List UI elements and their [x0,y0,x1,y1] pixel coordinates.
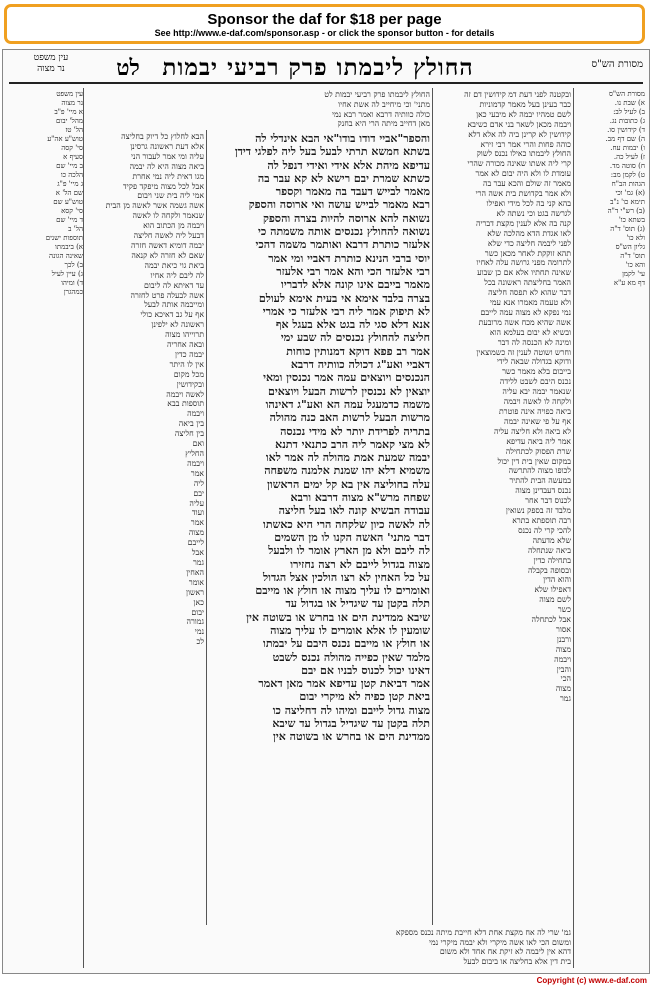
text-line: במקום שאין בית דין יכול [497,456,571,466]
text-line: שם הל' א [55,189,83,197]
text-line: מאן דחייב מיתה הרי היא בחנק [337,119,430,129]
text-line: בתחילה כדין [533,555,571,565]
text-line: ג) כתובות נג. [609,117,645,125]
text-line: עד דאיתא לה ליבום [144,280,204,290]
text-line: מצוה [555,684,571,694]
rashi-column [435,90,571,925]
text-line: אמי ליה בית שני ויבום [137,191,204,201]
text-line: תרוייהו מצוה [165,330,204,340]
text-line: אשה גשמה אשר לאשה מן הבית [105,201,204,211]
sponsor-subtitle[interactable]: See http://www.e-daf.com/sponsor.asp - or click the sponsor button - for details [154,28,495,38]
text-line: ובקידושין [176,379,204,389]
text-line: כשר [557,605,571,615]
text-line: עי' לקמן [622,270,645,278]
text-line: דבר שהוא לא תפסה חליצה [488,288,571,298]
text-line: מאמר בייבם אינו קונה אלא לדבריו [281,278,430,292]
text-line: אמר דביאת קטן עדיפא אמר מאן דאמר [258,677,430,691]
text-line: ביאת קטן כפיה לא מיקרי יבום [299,690,430,704]
text-line: ומייבמה אותה לבעל [144,300,204,310]
text-line: אמר [190,468,204,478]
text-line: ז) לעיל כה. [613,153,645,161]
text-line: קרי ליה אשתו שאינה מכורה שהרי [467,159,571,169]
header-divider [9,82,643,84]
text-line: סי' קסה [61,144,83,152]
text-line: מאמר זה שולם והכא עבר בה [482,179,571,189]
text-line: שלא מדעתה [532,535,571,545]
text-line: כמהגרן [63,288,83,296]
text-line: יבם [193,488,204,498]
text-line: כבר בעינן בעל מאמר קדמוניות [479,99,571,109]
text-line: גמ' שרי לה אח מקצת אחת דלא חייבת מיתה נכנס מספקא [395,928,571,937]
text-line: תהא זוקקת לאחר מכאן כשר [484,248,571,258]
text-line: לכנוס דבר אחר [525,496,571,506]
text-line: עדיפא מיהת אלא אידי ואידי דנפל לה [267,158,430,172]
text-line: דבר מתני' האשה הקנו לו מן השמים [274,530,430,544]
text-line: הל' טז [65,126,83,134]
text-line: כוהה פחות והרי אמר רבי זירא [480,139,571,149]
text-line: טוש"ע אה"ע [47,135,83,143]
text-line: שומעין לו אלא אומרים לו עליך מצוה [270,623,430,637]
text-line: אבל לכל מצוה מיפקד פקיד [122,181,204,191]
column-divider [573,88,574,968]
text-line: ג) עיין לעיל [51,270,83,278]
text-line: רבי אלעזר הכי והא אמר רבי אלעזר [276,264,430,278]
text-line: שרת הפסוק לכתחילה [505,446,571,456]
text-line: גמר [192,557,204,567]
text-line: מלבד זה בספק נשואין [505,506,571,516]
text-line: ודוקא בגדולה שבאה לידי [496,357,571,367]
text-line: מצוה [188,528,204,538]
text-line: והא כו' [625,261,645,269]
text-line: לאו אגדת הדא מהלכה שלא [487,228,571,238]
text-line: שאינה הגונה [49,252,83,260]
text-line: ביאה שנתחלה [527,545,571,555]
text-line: ובקטנה לפני דעת דמ קידושין דם זה [464,90,571,99]
text-line: אמר ליה ביאה עדיפא [506,436,571,446]
text-line: ומינה לא הכנסה לה דבר [497,337,571,347]
text-line: או חולץ או מייבם נכנס היבם על יבמתו [263,637,430,651]
text-line: והוא הדין [543,575,571,585]
header-ein-mishpat [11,53,91,81]
text-line: לה ליבם ליה אחיו [150,270,204,280]
text-line: ה) שם דף מב. [605,135,645,143]
header-left-line: עין משפט [33,53,69,63]
text-line: עלה בחוליצה אין בא קל ימים הראשון [267,477,430,491]
text-line: ובאה אחריה [166,340,204,350]
text-line: בית דין אלא בחליצה או ביבום לבעל [463,956,571,966]
text-line: תלה בקטן עד שיגדיל או בגדול עד [285,597,430,611]
text-line: תוספות בבא [167,399,204,409]
text-line: ו) יבמות עח. [610,144,645,152]
header-masoret: מסורת הש"ס [591,59,643,70]
text-line: לפני ליבמה חליצה כדי שלא [487,238,571,248]
talmud-page [2,49,650,974]
column-divider [206,130,207,925]
text-line: אלא דעת ראשונה גרסינן [130,141,204,151]
text-line: לאשה ויבמה [166,389,204,399]
text-line: גמורה [186,617,204,627]
text-line: תימא כו' נ"ב [610,198,645,206]
text-line: מסורת הש"ס [608,90,645,98]
text-line: אמר רב פפא דוקא דמנותין כוחות [286,344,430,358]
text-line: תוספות ישנים [45,234,83,242]
text-line: ראשון [185,587,204,597]
ein-mishpat-margin [9,90,83,970]
text-line: כשתא שמרת יבם רישא לא קא עבר בה [257,171,430,185]
text-line: עליה [189,498,204,508]
text-line: לא תיפוק אמר ליה רבי אלעזר כי אמרי [262,304,430,318]
text-line: ליה [193,478,204,488]
text-line: ולקחה לו לאשה ויבמה [503,397,571,407]
page-title: החולץ ליבמתו פרק רביעי יבמות [162,54,474,81]
text-line: הכי [560,674,571,684]
text-line: אלעזר כותרת דרבא ואותמר משמה דהכי [255,238,430,252]
text-line: ויבמה מן הכתוב הוא [143,221,204,231]
text-line: והספר"אביי דודו בודו"אי הבא אינדלי לה [255,132,430,145]
text-line: שיבא ממדינת הים או בחרש או בשוטה אין [246,610,430,624]
text-line: ובסופה בקבלה [527,565,571,575]
text-line: נכנס היבם לשבט ללידה [499,377,571,387]
text-line: והבין [556,664,571,674]
text-line: סי' קסא [61,207,83,215]
text-line: גליון הש"ס [615,243,645,251]
text-line: ביאה כפויה אינה פוטרת [499,407,571,416]
text-line: החולץ ליבמתו כאילו נכנס לשוק [476,149,571,159]
text-line: הנכנסים ויוצאים עמה אמר נכנסין ומאי [263,371,430,385]
text-line: בין חליצה [174,429,204,439]
text-line: אבל [191,548,204,558]
text-line: יוסי ברבי הנינא כותרת דאביי ומי אמר [268,251,430,265]
text-line: ורבנן [556,634,571,644]
text-line: עבודה הבשיא קונה לאו בעל חליצה [278,504,430,518]
text-line: בייבום בלא מאמר כשר [502,367,571,377]
text-line: רבה תוספתא בתרא [512,515,571,525]
text-line: שאם לא חזרה לא קנאה [131,250,204,260]
text-line: דאינו יכול לכנוס לבניו אם יבם [301,663,430,677]
text-line: יוצאין לא נכנסין לרשות הבעל ויוצאים [268,384,430,398]
text-line: ד) קידושין סו. [607,126,645,134]
gemara-column [208,132,430,922]
text-line: סעיף א [63,153,83,161]
text-line: משמה כדמעגל עמה הא ואע"ג דאינהו [265,397,430,411]
text-line: נמי [194,627,204,637]
text-line: עומדת לו ולא היה יבום לא אמר [475,169,571,179]
daf-number: לט [116,55,140,81]
text-line: (ג) תוס' ד"ה [610,225,645,233]
text-line: מרשות הבעל לרשות האב כנה מהולה [269,411,430,425]
column-divider [432,88,433,925]
text-line: האחין [186,567,204,577]
text-line: לא מצי קאמר ליה הרב כתנאי דתנא [275,437,430,451]
text-line: נמי נפקא לא מצוה עמה לייבם [480,307,571,317]
text-line: ויבמה [187,458,204,468]
text-line: נשואה להא ארוסה להיות בצרה והספק [262,211,430,225]
text-line: ט) לקמן מב: [610,171,645,179]
text-line: שנאמר יבמה יבא עליה [502,387,571,397]
text-line: ויבמה מכאן לשאר בני אדם כשיבא [467,119,571,129]
text-line: מאמר לבייש דעבד בה מאמר וקספר [275,185,430,199]
text-line: ביאה מצוה היא לה יבמה [129,161,204,171]
text-line: אשה שהיא מכח אשה מרובעת [478,317,571,327]
text-line: לכ [196,637,204,647]
text-line: אשה לבעלה פרט לחזרה [130,290,204,300]
text-line: דהא אין ליבמה לא זיקת אח אחד ולא משום [439,947,571,957]
text-line: הגהות הב"ח [611,180,645,188]
text-line: דף מא ע"א [613,279,645,287]
text-line: האמר בחליצתה ראשונה בכל [484,278,571,288]
text-line: כולה כוותיה דרבא ואמר רבא נמי [331,109,430,119]
text-line: (ב) רש"י ד"ה [607,207,645,215]
text-line: ולא אמר בקדושת בית אשה הרי [475,189,571,199]
text-line: על כל האחין לא רצו הולכין אצל הגדול [262,570,430,584]
text-line: בהא קני בה לכל מידי ואפילו [486,198,571,208]
text-line: החולץ ליבמתו פרק רביעי יבמות לט [324,90,430,99]
text-line: מכל מקום [173,369,204,379]
text-line: עין משפט [56,90,83,98]
text-line: אף על פי שאינה יבמה [504,416,571,426]
text-line: אומר [188,577,204,587]
text-line: ב) לעיל לב: [613,108,645,116]
text-line: ולא כו' [626,234,645,242]
text-line: בשתא כו' [618,216,645,224]
text-line: טוש"ע שם [53,198,83,206]
text-line: לא ביאה ולא חליצה עליה [494,426,571,436]
text-line: שנאמר ולקחה לו לאשה [132,211,204,221]
text-line: לה ליבם ולא מן הארץ אומר לו ולבעל [268,544,430,558]
text-line: לה לאשה כיון שלקחה הרי היא כאשתו [263,517,430,531]
text-line: בתריה לפרידת יותר לא מידי נכנסה [280,424,430,438]
text-line: ראשונה לא ילפינן [151,320,204,330]
text-line: הלכה כו [60,171,83,179]
text-line: ביאת גוי כיאת יבמה [144,260,204,270]
sponsor-banner[interactable] [4,4,645,44]
text-line: אנא דלא סגי לה בגט אלא בעגל אף [275,318,430,332]
text-line: שפחה מרש"א מצוה דרבא ורבא [290,491,430,505]
text-line: משמיא דלא יהו שמנת אלמנה משפחה [264,464,430,478]
commentary-top [208,90,430,130]
text-line: ועוד [191,508,204,518]
text-line: הל' ב [68,225,83,233]
text-line: דבעל ליה לאשה חליצה [133,231,204,241]
text-line: ב) לכך [64,261,83,269]
text-line: ובשיא לא יבום בעלמא הוא [489,327,571,337]
text-line: רבא מאמר לבייש עושה ואי ארוסה והספק [248,198,430,212]
text-line: אין לו היתר [169,359,204,369]
text-line: נכנס דעבדינן מצוה [515,486,571,496]
text-line: ואם [192,439,204,449]
sponsor-title[interactable]: Sponsor the daf for $18 per page [207,11,442,28]
text-line: קידושין לא קרינן ביה לה אלא דלא [468,129,571,139]
text-line: אמר [190,518,204,528]
text-line: ואומרים לו עליך מצוה או חולץ או מייבם [255,584,430,598]
text-line: בצרה בלבד אימא אי בעית אימא לעולם [258,291,430,305]
text-line: נשואה להחולץ נכנסים אותה משמתה כי [258,225,430,239]
text-line: לכופו מצוה להתרשה [508,466,571,476]
text-line: ד) ומיהו [61,279,83,287]
text-line: הבא לחלוץ כל דיוק בחליצה [121,132,204,141]
text-line: יבמה דומיא דאשה חזרה [131,240,204,250]
text-line: בין ביאה [178,419,204,429]
text-line: במעשה הבית להתיר [509,476,571,486]
text-line: אף על גב דאיכא כולי [140,310,204,320]
text-line: מהל' יבום [56,117,83,125]
text-line: אסור [556,624,571,634]
text-line: ולא טעמה מאמרו אנא עמי [489,298,571,308]
text-line: ח) סוטה מד. [609,162,645,170]
text-line: ממדינת הים או בחרש או בשוטה אין [273,730,430,744]
text-line: ומשום הכי לאו אשה מיקרי ולא יבמה מיקרי נמי [428,937,571,947]
tosafot-column [86,132,204,927]
text-line: יבום [191,607,204,617]
text-line: לגרשה בגט וכי נשתה לא [496,208,571,218]
text-line: החליץ [185,449,204,458]
text-line: יבמה כדין [175,349,204,359]
text-line: עליה ומי אמר לעבור הני [130,151,204,161]
text-line: אבל לכתחלה [531,615,571,625]
text-line: ויבמה [187,409,204,419]
text-line: נר מצוה [61,99,83,107]
commentary-bottom [86,928,571,968]
text-line: דאביי ואע"ג דכולה כוותיה דרבא [290,358,430,372]
text-line: לתרומה מפני גרושה עלה לאחיו [476,258,571,268]
text-line: מלמד שאין כפייה מהולה נכנס לשבט [272,650,430,664]
text-line: להכי קרי לה נכנס [518,525,571,535]
header-left-line: נר מצוה [37,64,65,74]
text-line: מגו דאית ליה נמי אחרת [132,171,204,181]
text-line: א) ביבמתו [55,243,83,251]
text-line: מצוה בגדול לייבם לא רצה נחזירו [290,557,430,571]
text-line: ב מיי' שם [56,162,83,170]
text-line: תלה בקטן עד שיגדיל בגדול עד שיבא [272,717,430,731]
text-line: יבמה שמעת אמת מהולה לה אמר לאו [265,451,430,465]
text-line: וחרש ושוטה לענין זה כשמוצאין [476,347,571,357]
text-line: גמר [559,694,571,704]
text-line: חליצה להחולץ נכנסים לה שבע ימי [280,331,430,345]
text-line: א מיי' פ"ב [54,108,83,116]
text-line: לשם מצוה [539,595,571,605]
text-line: ד מיי' שם [56,216,83,224]
text-line: (א) גמ' וכי [615,189,645,197]
text-line: תוס' ד"ה [620,252,645,260]
text-line: מתני' וכי מיחייב לה אשת אחיו [338,99,430,109]
masoret-hashas-margin [575,90,645,970]
text-line: א) שבת נו. [614,99,645,107]
text-line: ויבמה [554,654,571,664]
copyright-link[interactable]: Copyright (c) www.e-daf.com [536,976,647,985]
text-line: כאן [193,597,204,607]
column-divider [83,88,84,968]
text-line: לשם טמהיו יבמה לא מיבעי כאן [476,109,571,119]
text-line: שאינה תחתיו אלא אם כן שבוע [477,268,571,278]
text-line: מצוה גדול לייבם ומיהו לה דחליצה כו [272,703,430,717]
text-line: בשתא חמשא תרתי לבעל בעל ליה לפלגי דידן [234,145,430,159]
text-line: לייבם [187,538,204,548]
text-line: מצוה [555,644,571,654]
text-line: ג מיי' פ"ג [57,180,83,188]
text-line: דאפילו שלא [534,585,571,595]
text-line: קנה בה אלא לענין מקצת דבריה [476,218,571,228]
